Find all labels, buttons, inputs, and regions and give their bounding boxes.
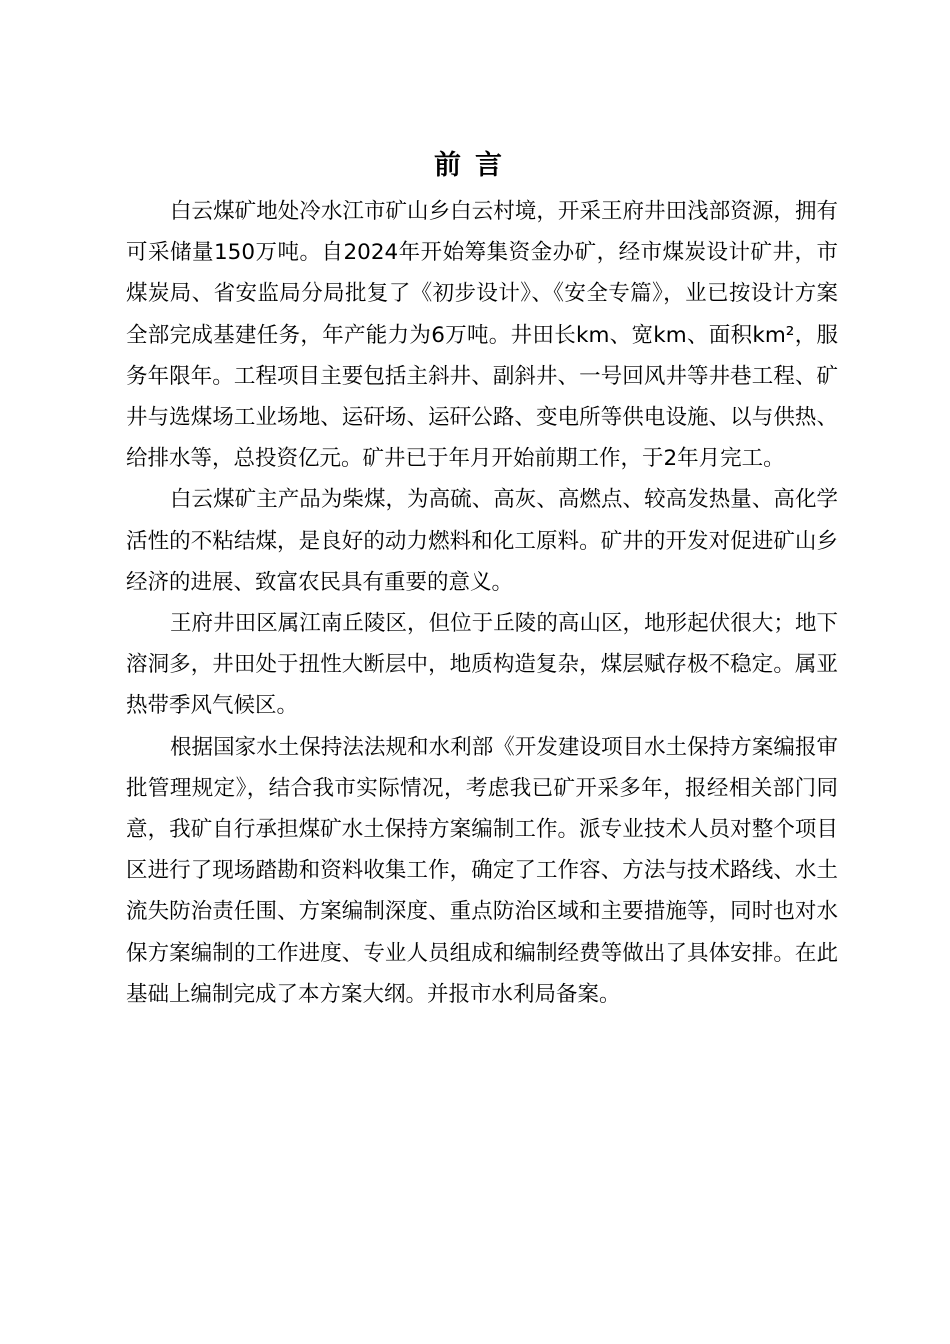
paragraph-2: 白云煤矿主产品为柴煤，为高硫、高灰、高燃点、较高发热量、高化学活性的不粘结煤，是良好的动力燃料和化工原料。矿井的开发对促进矿山乡经济的进展、致富农民具有重要的意义。 (126, 487, 838, 595)
page-title: 前言 (434, 150, 516, 182)
paragraph-1: 白云煤矿地处冷水江市矿山乡白云村境，开采王府井田浅部资源，拥有可采储量150万吨。自2024年开始筹集资金办矿，经市煤炭设计矿井，市煤炭局、省安监局分局批复了《初步设计》、《安全专篇》，业已按设计方案全部完成基建任务，年产能力为6万吨。井田长km、宽km、面积km²，服务年限年。工程项目主要包括主斜井、副斜井、一号回风井等井巷工程、矿井与选煤场工业场地、运矸场、运矸公路、变电所等供电设施、以与供热、给排水等，总投资亿元。矿井已于年月开始前期工作，于2年月完工。 (126, 199, 838, 472)
paragraph-4: 根据国家水土保持法法规和水利部《开发建设项目水土保持方案编报审批管理规定》，结合我市实际情况，考虑我已矿开采多年，报经相关部门同意，我矿自行承担煤矿水土保持方案编制工作。派专业技术人员对整个项目区进行了现场踏勘和资料收集工作，确定了工作容、方法与技术路线、水土流失防治责任围、方案编制深度、重点防治区域和主要措施等，同时也对水保方案编制的工作进度、专业人员组成和编制经费等做出了具体安排。在此基础上编制完成了本方案大纲。并报市水利局备案。 (126, 734, 838, 1007)
body-text (126, 191, 838, 1015)
paragraph-3: 王府井田区属江南丘陵区，但位于丘陵的高山区，地形起伏很大；地下溶洞多，井田处于扭性大断层中，地质构造复杂，煤层赋存极不稳定。属亚热带季风气候区。 (126, 611, 838, 719)
